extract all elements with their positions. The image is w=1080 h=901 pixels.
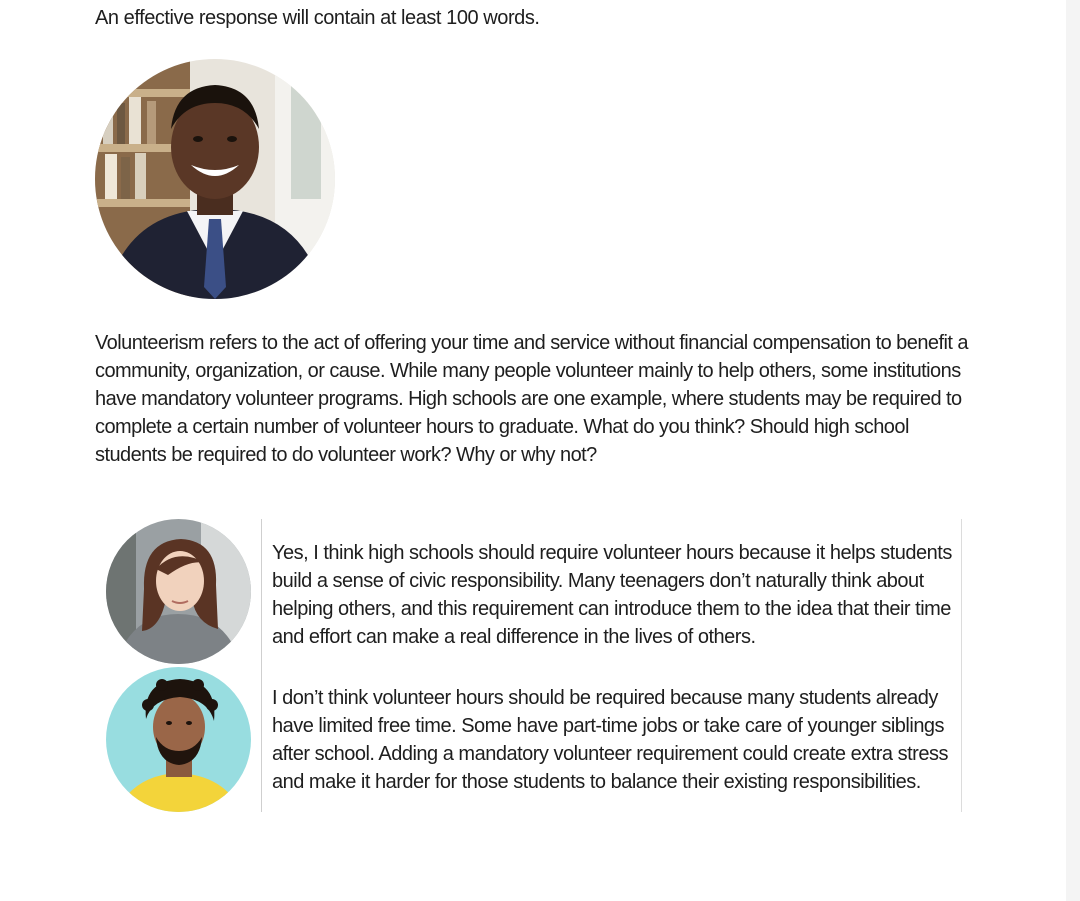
response-text-1: Yes, I think high schools should require volunteer hours because it helps students build a sense of civic responsibility. Many teenagers don’t naturally think about helping others, and this requirement can introduce them to the idea that their time and effort can make a real difference in the lives of others. (272, 542, 952, 648)
male-student-portrait-icon (106, 667, 251, 812)
student-responses-panel (96, 519, 962, 812)
page-edge-strip (1066, 0, 1080, 901)
panel-divider (261, 519, 262, 812)
discussion-prompt: Volunteerism refers to the act of offering your time and service without financial compensation to benefit a community, organization, or cause. While many people volunteer mainly to help others, some institutions have mandatory volunteer programs. High schools are one example, where students may be required to complete a certain number of volunteer hours to graduate. What do you think? Should high school students be required to do volunteer work? Why or why not? (95, 332, 968, 466)
professor-portrait-icon (95, 59, 335, 299)
female-student-portrait-icon (106, 519, 251, 664)
response-text-2: I don’t think volunteer hours should be required because many students already have limited free time. Some have part-time jobs or take care of younger siblings after school. Adding a mandatory volunteer requirement could create extra stress and make it harder for those students to balance their existing responsibilities. (272, 687, 948, 793)
instruction-text: An effective response will contain at least 100 words. (95, 7, 540, 29)
